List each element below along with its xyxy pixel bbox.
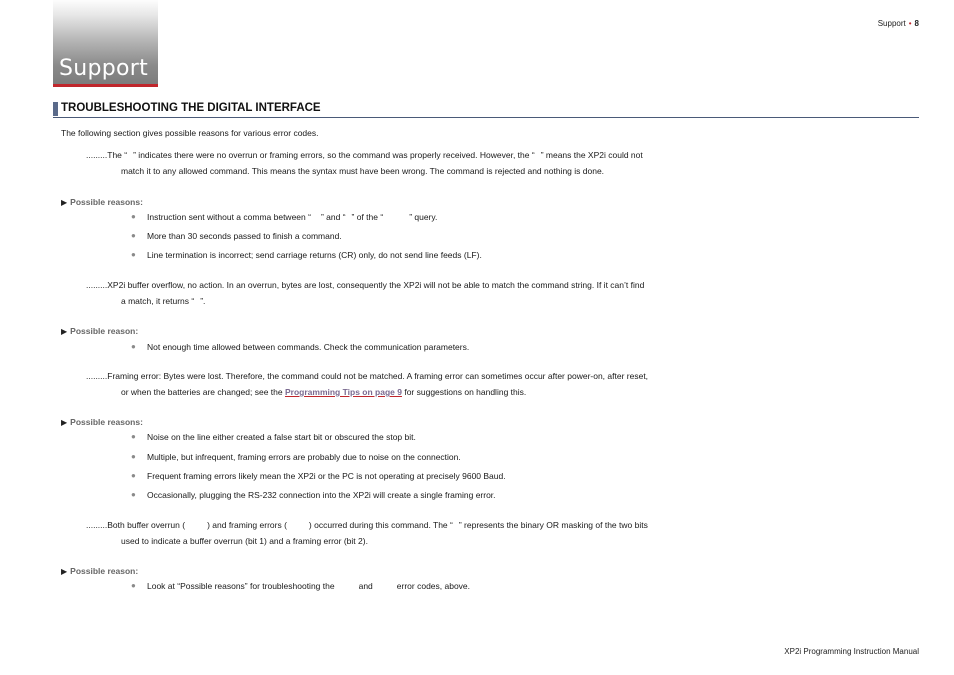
triangle-icon: ▶ bbox=[61, 567, 68, 576]
entry-4-line-2: used to indicate a buffer overrun (bit 1) and a framing error (bit 2). bbox=[121, 536, 368, 546]
reason-1-2: More than 30 seconds passed to finish a command. bbox=[147, 231, 342, 241]
entry-1-text-b: ” indicates there were no overrun or framing errors, so the command was properly received. However, the “ bbox=[133, 150, 535, 160]
reasons-heading-4 bbox=[61, 566, 138, 576]
bullet-icon: ● bbox=[131, 471, 136, 480]
bullet-icon: ● bbox=[131, 212, 136, 221]
reason-text: Look at “Possible reasons” for troubleshooting the bbox=[147, 581, 335, 591]
leader-dots: ......... bbox=[86, 280, 108, 290]
reason-3-3: Frequent framing errors likely mean the XP2i or the PC is not operating at precisely 9600 Baud. bbox=[147, 471, 506, 481]
entry-3-line-2 bbox=[121, 387, 526, 398]
reason-text: and bbox=[358, 581, 373, 591]
bullet-icon: ● bbox=[131, 432, 136, 441]
reason-3-4: Occasionally, plugging the RS-232 connection into the XP2i will create a single framing error. bbox=[147, 490, 496, 500]
entry-4-text-b: ) and framing errors ( bbox=[207, 520, 287, 530]
entry-2-text-a: a match, it returns “ bbox=[121, 296, 195, 306]
bullet-icon: ● bbox=[131, 452, 136, 461]
reason-1-1 bbox=[147, 212, 437, 223]
running-head bbox=[878, 19, 919, 28]
reasons-label: Possible reasons: bbox=[70, 417, 143, 427]
reason-4-1 bbox=[147, 581, 470, 592]
bullet-icon: ● bbox=[131, 342, 136, 351]
reason-text: error codes, above. bbox=[396, 581, 471, 591]
reason-2-1: Not enough time allowed between commands. Check the communication parameters. bbox=[147, 342, 470, 352]
reason-text: Instruction sent without a comma between “ bbox=[147, 212, 311, 222]
reason-text: ” query. bbox=[409, 212, 438, 222]
footer-title: XP2i Programming Instruction Manual bbox=[784, 647, 919, 656]
reason-3-1: Noise on the line either created a false start bit or obscured the stop bit. bbox=[147, 432, 416, 442]
heading-bar bbox=[53, 102, 58, 116]
reason-3-2: Multiple, but infrequent, framing errors are probably due to noise on the connection. bbox=[147, 452, 461, 462]
programming-tips-link[interactable]: Programming Tips on page 9 bbox=[284, 387, 402, 397]
triangle-icon: ▶ bbox=[61, 418, 68, 427]
reason-1-3: Line termination is incorrect; send carriage returns (CR) only, do not send line feeds (LF). bbox=[147, 250, 482, 260]
section-title: TROUBLESHOOTING THE DIGITAL INTERFACE bbox=[61, 102, 321, 114]
intro-text: The following section gives possible reasons for various error codes. bbox=[61, 128, 319, 138]
reasons-label: Possible reasons: bbox=[70, 197, 143, 207]
tab-title: Support bbox=[59, 56, 149, 81]
triangle-icon: ▶ bbox=[61, 198, 68, 207]
reason-text: ” and “ bbox=[320, 212, 346, 222]
entry-1-line-2: match it to any allowed command. This means the syntax must have been wrong. The command is rejected and nothing is done. bbox=[121, 166, 605, 176]
entry-2-line-1 bbox=[86, 280, 644, 291]
entry-2-text-b: ”. bbox=[200, 296, 206, 306]
entry-1-text-a: The “ bbox=[107, 150, 128, 160]
bullet-icon: ● bbox=[131, 231, 136, 240]
leader-dots: ......... bbox=[86, 150, 108, 160]
entry-3-text: Framing error: Bytes were lost. Therefore, the command could not be matched. A framing error can sometimes occur after power-on, after reset, bbox=[107, 371, 649, 381]
entry-3-line-1 bbox=[86, 371, 648, 382]
entry-4-text-d: ” represents the binary OR masking of the two bits bbox=[458, 520, 648, 530]
page-number: 8 bbox=[914, 19, 919, 28]
leader-dots: ......... bbox=[86, 520, 108, 530]
entry-4-line-1 bbox=[86, 520, 648, 531]
bullet-icon: ● bbox=[131, 490, 136, 499]
section-tab bbox=[53, 0, 158, 87]
entry-2-line-2 bbox=[121, 296, 205, 307]
entry-2-text: XP2i buffer overflow, no action. In an overrun, bytes are lost, consequently the XP2i will not be able to match the command string. If it can’t find bbox=[107, 280, 645, 290]
entry-4-text-c: ) occurred during this command. The “ bbox=[308, 520, 453, 530]
reasons-label: Possible reason: bbox=[70, 566, 139, 576]
bullet-icon: ● bbox=[131, 250, 136, 259]
triangle-icon: ▶ bbox=[61, 327, 68, 336]
reasons-label: Possible reason: bbox=[70, 326, 139, 336]
separator-dot: • bbox=[908, 19, 912, 28]
reasons-heading-2 bbox=[61, 326, 138, 336]
reasons-heading-1 bbox=[61, 197, 143, 207]
section-heading bbox=[53, 101, 919, 118]
running-section: Support bbox=[877, 19, 906, 28]
entry-1-line-1 bbox=[86, 150, 643, 161]
entry-3-text-b: for suggestions on handling this. bbox=[401, 387, 527, 397]
entry-1-text-c: ” means the XP2i could not bbox=[540, 150, 643, 160]
entry-4-text-a: Both buffer overrun ( bbox=[107, 520, 186, 530]
reason-text: ” of the “ bbox=[351, 212, 384, 222]
bullet-icon: ● bbox=[131, 581, 136, 590]
entry-3-text-a: or when the batteries are changed; see the bbox=[121, 387, 285, 397]
leader-dots: ......... bbox=[86, 371, 108, 381]
tab-underline bbox=[53, 84, 158, 87]
reasons-heading-3 bbox=[61, 417, 143, 427]
